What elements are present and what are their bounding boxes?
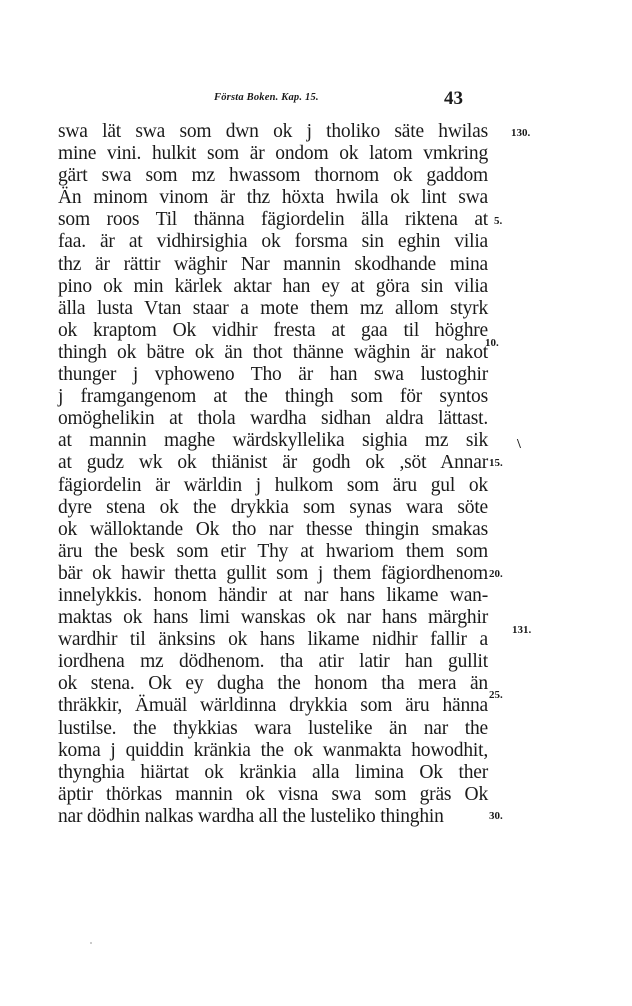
margin-mark: \ [517,437,521,452]
text-line: dyre stena ok the drykkia som synas wara söte [58,496,488,518]
text-line: j framgangenom at the thingh som för syntos [58,386,488,408]
text-line: at gudz wk ok thiänist är godh ok ,söt Annar [58,452,488,474]
paper-speck [90,942,92,944]
text-line: koma j quiddin kränkia the ok wanmakta howodhit, [58,739,488,761]
text-line: nar dödhin nalkas wardha all the lusteliko thinghin [58,805,444,827]
text-line: älla lusta Vtan staar a mote them mz allom styrk [58,297,488,319]
text-line: äru the besk som etir Thy at hwariom them som [58,540,488,562]
text-line: fägiordelin är wärldin j hulkom som äru gul ok [58,474,488,496]
text-line: bär ok hawir thetta gullit som j them fägiordhenom [58,562,488,584]
margin-page-ref-130: 130. [511,127,531,139]
text-line: at mannin maghe wärdskyllelika sighia mz sik [58,430,488,452]
text-line: iordhena mz dödhenom. tha atir latir han gullit [58,651,488,673]
text-line: thynghia hiärtat ok kränkia alla limina Ok ther [58,761,488,783]
text-line: maktas ok hans limi wanskas ok nar hans märghir [58,607,488,629]
margin-line-number-5: 5. [494,215,503,227]
margin-line-number-30: 30. [489,810,503,822]
running-title: Första Boken. Kap. 15. [214,92,319,103]
margin-line-number-15: 15. [489,457,503,469]
text-line: äptir thörkas mannin ok visna swa som gräs Ok [58,783,488,805]
text-line: ok stena. Ok ey dugha the honom tha mera än [58,673,488,695]
text-line: thunger j vphoweno Tho är han swa lustoghir [58,364,488,386]
page-header [0,88,632,112]
text-line: Än minom vinom är thz höxta hwila ok lint swa [58,187,488,209]
margin-line-number-25: 25. [489,689,503,701]
text-line: thräkkir, Ämuäl wärldinna drykkia som äru hänna [58,695,488,717]
main-text [58,121,488,828]
page-number: 43 [444,88,463,109]
text-line: swa lät swa som dwn ok j tholiko säte hwilas [58,121,488,142]
text-line: lustilse. the thykkias wara lustelike än nar the [58,717,488,739]
text-line: omöghelikin at thola wardha sidhan aldra lättast. [58,408,488,430]
text-line: mine vini. hulkit som är ondom ok latom vmkring [58,143,488,165]
text-line: gärt swa som mz hwassom thornom ok gaddom [58,165,488,187]
text-line: innelykkis. honom händir at nar hans likame wan- [58,584,488,606]
text-line: faa. är at vidhirsighia ok forsma sin eghin vilia [58,231,488,253]
text-line: ok kraptom Ok vidhir fresta at gaa til höghre [58,319,488,341]
text-line: thingh ok bätre ok än thot thänne wäghin är nakot [58,341,488,363]
margin-page-ref-131: 131. [512,624,532,636]
margin-line-number-20: 20. [489,568,503,580]
margin-line-number-10: 10. [485,337,499,349]
text-line: ok wälloktande Ok tho nar thesse thingin smakas [58,518,488,540]
text-line: wardhir til änksins ok hans likame nidhir fallir a [58,629,488,651]
text-line: thz är rättir wäghir Nar mannin skodhande mina [58,253,488,275]
text-line: pino ok min kärlek aktar han ey at göra sin vilia [58,275,488,297]
text-line: som roos Til thänna fägiordelin älla riktena at [58,209,488,231]
